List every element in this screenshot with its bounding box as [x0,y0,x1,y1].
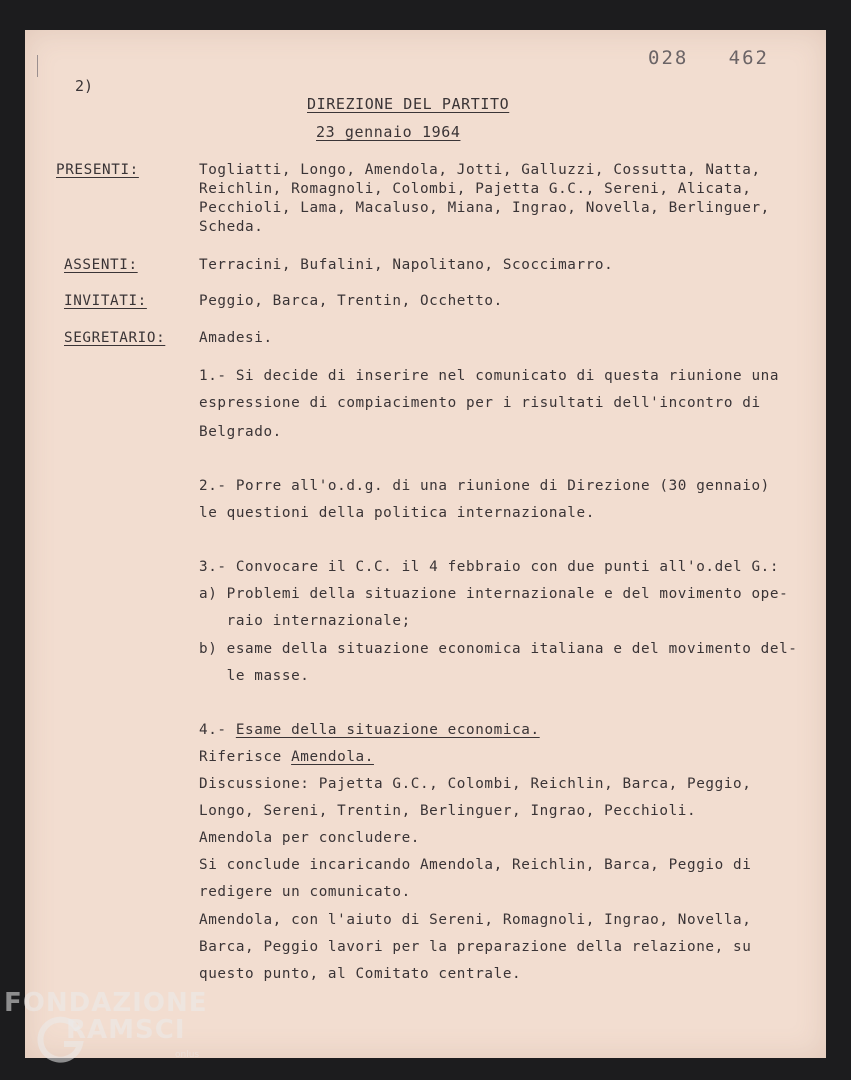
item3-line: le masse. [199,668,310,684]
invitati-list: Peggio, Barca, Trentin, Occhetto. [199,293,503,309]
item4-line: questo punto, al Comitato centrale. [199,966,522,982]
item2-line: le questioni della politica internazionale. [199,505,595,521]
item4-heading: Esame della situazione economica. [235,722,540,738]
item4-line: Longo, Sereni, Trentin, Berlinguer, Ingrao, Pecchioli. [199,803,697,819]
item3-line: a) Problemi della situazione internazionale e del movimento ope- [199,586,789,602]
watermark-onlus: onlus [175,1050,200,1060]
item1-line: espressione di compiacimento per i risultati dell'incontro di [199,395,761,411]
document-date: 23 gennaio 1964 [316,123,461,141]
presenti-line: Togliatti, Longo, Amendola, Jotti, Galluzzi, Cossutta, Natta, [199,162,761,178]
item4-line: redigere un comunicato. [199,884,411,900]
item1-line: Belgrado. [199,424,282,440]
archive-number: 028 462 [648,47,769,69]
item4-line: Barca, Peggio lavori per la preparazione della relazione, su [199,939,752,955]
presenti-line: Reichlin, Romagnoli, Colombi, Pajetta G.C., Sereni, Alicata, [199,181,752,197]
item4-riferisce-line [199,749,374,765]
item4-line: Amendola, con l'aiuto di Sereni, Romagnoli, Ingrao, Novella, [199,912,752,928]
presenti-line: Scheda. [199,219,264,235]
item4-prefix: 4.- [199,722,236,738]
item4-riferisce-name: Amendola. [291,749,374,765]
item3-line: b) esame della situazione economica italiana e del movimento del- [199,641,798,657]
document-title: DIREZIONE DEL PARTITO [307,95,510,113]
item3-line: 3.- Convocare il C.C. il 4 febbraio con due punti all'o.del G.: [199,559,780,575]
item3-line: raio internazionale; [199,613,411,629]
presenti-label: PRESENTI: [56,162,139,178]
item1-line: 1.- Si decide di inserire nel comunicato di questa riunione una [199,368,780,384]
assenti-label: ASSENTI: [64,257,138,273]
presenti-line: Pecchioli, Lama, Macaluso, Miana, Ingrao, Novella, Berlinguer, [199,200,770,216]
item4-line: Si conclude incaricando Amendola, Reichlin, Barca, Peggio di [199,857,752,873]
watermark-line1: FONDAZIONE [4,988,208,1018]
page-number: 2) [75,77,94,95]
item4-heading-line [199,722,540,738]
margin-mark [37,55,38,77]
item4-line: Amendola per concludere. [199,830,420,846]
watermark-line2: RAMSCI [66,1015,186,1045]
segretario-label: SEGRETARIO: [64,330,166,346]
segretario-name: Amadesi. [199,330,273,346]
assenti-list: Terracini, Bufalini, Napolitano, Scoccimarro. [199,257,614,273]
invitati-label: INVITATI: [64,293,147,309]
item2-line: 2.- Porre all'o.d.g. di una riunione di Direzione (30 gennaio) [199,478,770,494]
item4-line: Discussione: Pajetta G.C., Colombi, Reichlin, Barca, Peggio, [199,776,752,792]
item4-riferisce: Riferisce [199,749,292,765]
